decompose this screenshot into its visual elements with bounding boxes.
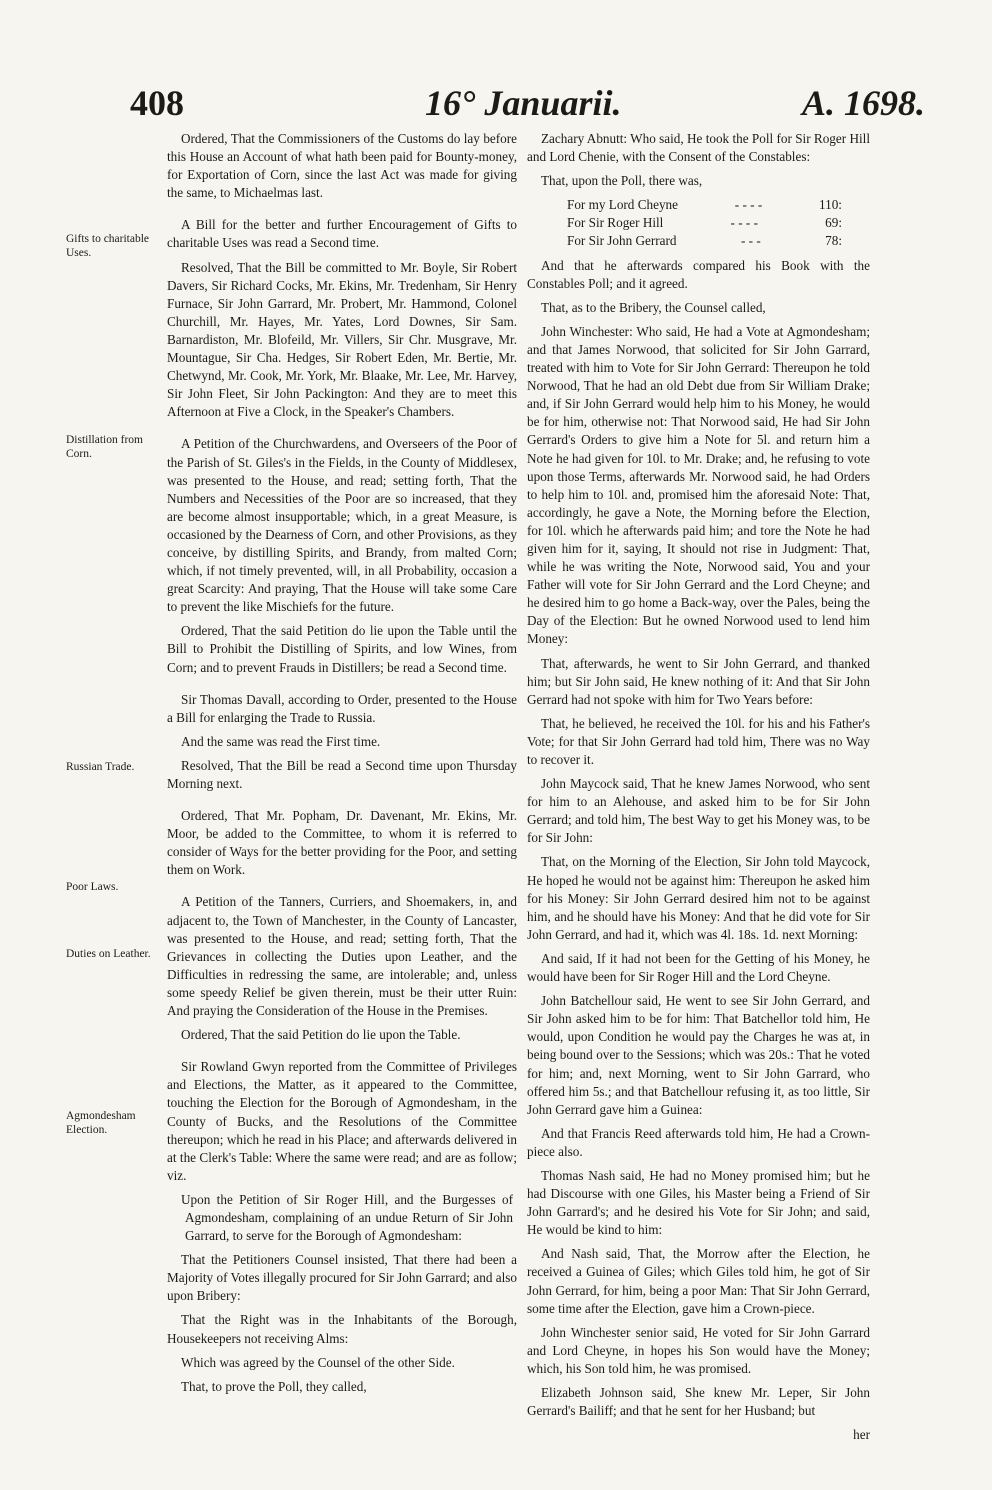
- paragraph: Thomas Nash said, He had no Money promised him; but he had Discourse with one Giles, his Master being a Friend of Sir John Garrard's; and he desired his Vote for Sir John; and said, He would be kind to him:: [527, 1167, 870, 1238]
- margin-note-duties-leather: Duties on Leather.: [66, 948, 151, 960]
- poll-dots: - - -: [740, 233, 761, 249]
- poll-dots: - - - -: [730, 215, 758, 231]
- paragraph: A Bill for the better and further Encouragement of Gifts to charitable Uses was read a Second time.: [167, 217, 517, 251]
- poll-votes: 78:: [825, 233, 842, 249]
- paragraph: And the same was read the First time.: [181, 733, 381, 749]
- paragraph: Sir Thomas Davall, according to Order, presented to the House a Bill for enlarging the Trade to Russia.: [167, 691, 517, 725]
- poll-votes: 69:: [825, 215, 842, 231]
- paragraph: Which was agreed by the Counsel of the other Side.: [181, 1354, 455, 1370]
- paragraph: Ordered, That the said Petition do lie upon the Table until the Bill to Prohibit the Distilling of Spirits, and low Wines, from Corn; and to prevent Frauds in Distillers; be read a Second time.: [167, 623, 517, 675]
- paragraph: John Batchellour said, He went to see Sir John Gerrard, and Sir John asked him to be for him: That Batchellor told him, He would, upon Condition he would pay the Charges he was at, in being bound over to the Sessions; which was 20s.: That he voted for him; and, next Morning, went to Sir John Garrard, who offered him 5s.; and that Batchellour refusing it, as too little, Sir John Gerrard gave him a Guinea:: [527, 993, 870, 1117]
- poll-row: [567, 232, 842, 250]
- paragraph: Sir Rowland Gwyn reported from the Committee of Privileges and Elections, the Matter, as it appeared to the Committee, touching the Election for the Borough of Agmondesham, in the County of Bucks, and the Resolutions of the Committee thereupon; which he read in his Place; and afterwards delivered in at the Clerk's Table: Where the same were read; and are as follow; viz.: [167, 1059, 517, 1183]
- paragraph: And that Francis Reed afterwards told him, He had a Crown-piece also.: [527, 1125, 870, 1159]
- poll-candidate: For Sir Roger Hill: [567, 215, 664, 231]
- paragraph: That, he believed, he received the 10l. for his and his Father's Vote; for that Sir John Gerrard had told him, There was no Way to recover it.: [527, 715, 870, 767]
- paragraph: Zachary Abnutt: Who said, He took the Poll for Sir Roger Hill and Lord Chenie, with the Consent of the Constables:: [527, 131, 870, 165]
- paragraph: A Petition of the Churchwardens, and Overseers of the Poor of the Parish of St. Giles's in the Fields, in the County of Middlesex, was presented to the House, and read; setting forth, That the Numbers and Necessities of the Poor are so increased, that they are become almost insupportable; which, in a great Measure, is occasioned by the Dearness of Corn, and other Provisions, as they conceive, by distilling Spirits, and Brandy, from malted Corn; which, if not timely prevented, will, in all Probability, occasion a great Scarcity: And praying, That the House will take some Care to prevent the like Mischiefs for the future.: [167, 436, 517, 615]
- poll-row: [567, 214, 842, 232]
- margin-note-poor-laws: Poor Laws.: [66, 881, 119, 893]
- paragraph: John Maycock said, That he knew James Norwood, who sent for him to an Alehouse, and asked him to be for Sir John Gerrard; and told him, The best Way to get his Money was, to be for Sir John:: [527, 776, 870, 846]
- paragraph: That, to prove the Poll, they called,: [181, 1378, 367, 1394]
- paragraph: John Winchester: Who said, He had a Vote at Agmondesham; and that James Norwood, that solicited for Sir John Garrard, treated with him to Vote for Sir John Gerrard: Thereupon he told Norwood, That he had an old Debt due from Sir William Drake; and, if Sir John Gerrard would help him to his Money, he would be for him, otherwise not: That Norwood said, He had Sir John Gerrard's Orders to give him a Note for 5l. and return him a Note he had given for 10l. to Mr. Drake; and, he refusing to vote upon those Terms, afterwards Mr. Norwood said, he had Orders to help him to 10l. and, promised him the aforesaid Note: That, accordingly, he gave a Note, the Morning before the Election, for 10l. which he afterwards paid him; and tore the Note he had given him for it, saying, It should not rise in Judgment: That, while he was writing the Note, Norwood said, You and your Father will vote for Sir John Gerrard and the Lord Cheyne; and he desired him to go home a Back-way, over the Pales, being the Day of the Election: But he owned Norwood used to lend him Money:: [527, 323, 870, 647]
- left-column: [167, 130, 517, 1402]
- paragraph: Elizabeth Johnson said, She knew Mr. Leper, Sir John Gerrard's Bailiff; and that he sent for her Husband; but: [527, 1385, 870, 1419]
- paragraph: That, on the Morning of the Election, Sir John told Maycock, He hoped he would not be against him: Thereupon he asked him for his Money: Sir John Gerrard desired him not to be against him, and he should have his Money: And that he did vote for Sir John Gerrard, and had it, which was 4l. 18s. 1d. next Morning:: [527, 854, 870, 942]
- paragraph: That, afterwards, he went to Sir John Gerrard, and thanked him; but Sir John said, He knew nothing of it: And that Sir John Gerrard had not spoke with him for Two Years before:: [527, 655, 870, 707]
- paragraph: And said, If it had not been for the Getting of his Money, he would have been for Sir Roger Hill and the Lord Cheyne.: [527, 950, 870, 985]
- poll-candidate: For Sir John Gerrard: [567, 233, 677, 249]
- petition-heading: Upon the Petition of Sir Roger Hill, and the Burgesses of Agmondesham, complaining of an undue Return of Sir John Garrard, to serve for the Borough of Agmondesham:: [181, 1191, 513, 1244]
- poll-votes: 110:: [819, 197, 842, 213]
- catchword: her: [853, 1427, 870, 1443]
- poll-table: [567, 196, 870, 250]
- paragraph: A Petition of the Tanners, Curriers, and Shoemakers, in, and adjacent to, the Town of Manchester, in the County of Lancaster, was presented to the House, and read; setting forth, That the Grievances in collecting the Duties upon Leather, and the Difficulties in redressing the same, are intolerable; and, unless some speedy Relief be given therein, must be their utter Ruin: And praying the Consideration of the House in the Premises.: [167, 894, 517, 1019]
- paragraph: That the Petitioners Counsel insisted, That there had been a Majority of Votes illegally procured for Sir John Garrard; and also upon Bribery:: [167, 1252, 517, 1304]
- margin-note-distillation: Distillation from Corn.: [66, 434, 143, 460]
- paragraph: And that he afterwards compared his Book with the Constables Poll; and it agreed.: [527, 257, 870, 291]
- margin-note-gifts: Gifts to charitable Uses.: [66, 233, 150, 259]
- paragraph: And Nash said, That, the Morrow after the Election, he received a Guinea of Giles; which Giles told him, he got of Sir John Gerrard, for him, being a poor Man: That Sir John Gerrard, some time after the Election, gave him a Crown-piece.: [527, 1246, 870, 1316]
- poll-dots: - - - -: [734, 197, 763, 213]
- page-header: [130, 82, 925, 132]
- running-year: A. 1698.: [801, 83, 925, 123]
- right-column: [527, 130, 870, 1450]
- paragraph: That, as to the Bribery, the Counsel called,: [541, 299, 766, 315]
- paragraph: John Winchester senior said, He voted for Sir John Garrard and Lord Cheyne, in hopes his Son would have the Money; which, his Son told him, he was promised.: [527, 1324, 870, 1376]
- paragraph: That, upon the Poll, there was,: [541, 173, 703, 189]
- paragraph: Ordered, That the Commissioners of the Customs do lay before this House an Account of what hath been paid for Bounty-money, for Exportation of Corn, since the last Act was made for giving the same, to Michaelmas last.: [167, 131, 517, 201]
- paragraph: Resolved, That the Bill be committed to Mr. Boyle, Sir Robert Davers, Sir Richard Cocks, Mr. Ekins, Mr. Tredenham, Sir Henry Furnace, Sir John Garrard, Mr. Probert, Mr. Hammond, Colonel Churchill, Mr. Hayes, Mr. Yates, Lord Downes, Sir Sam. Barnardiston, Mr. Blofeild, Mr. Villers, Sir Chr. Musgrave, Mr. Mountague, Sir Cha. Hedges, Sir Robert Eden, Mr. Bertie, Mr. Chetwynd, Mr. Cook, Mr. York, Mr. Blaake, Mr. Lee, Mr. Harvey, Sir John Fleet, Sir John Packington: And they are to meet this Afternoon at Five a Clock, in the Speaker's Chambers.: [167, 259, 517, 420]
- paragraph: Ordered, That the said Petition do lie upon the Table.: [181, 1027, 461, 1043]
- paragraph: That the Right was in the Inhabitants of the Borough, Housekeepers not receiving Alms:: [167, 1312, 517, 1346]
- margin-note-russian-trade: Russian Trade.: [66, 761, 135, 773]
- poll-row: [567, 196, 842, 214]
- poll-candidate: For my Lord Cheyne: [567, 197, 678, 213]
- paragraph: Ordered, That Mr. Popham, Dr. Davenant, Mr. Ekins, Mr. Moor, be added to the Committee, to whom it is referred to consider of Ways for the better providing for the Poor, and setting them on Work.: [167, 808, 517, 878]
- margin-note-agmondesham: Agmondesham Election.: [66, 1110, 136, 1136]
- paragraph: Resolved, That the Bill be read a Second time upon Thursday Morning next.: [167, 757, 517, 791]
- running-date: 16° Januarii.: [425, 83, 622, 123]
- page-number: 408: [130, 83, 184, 123]
